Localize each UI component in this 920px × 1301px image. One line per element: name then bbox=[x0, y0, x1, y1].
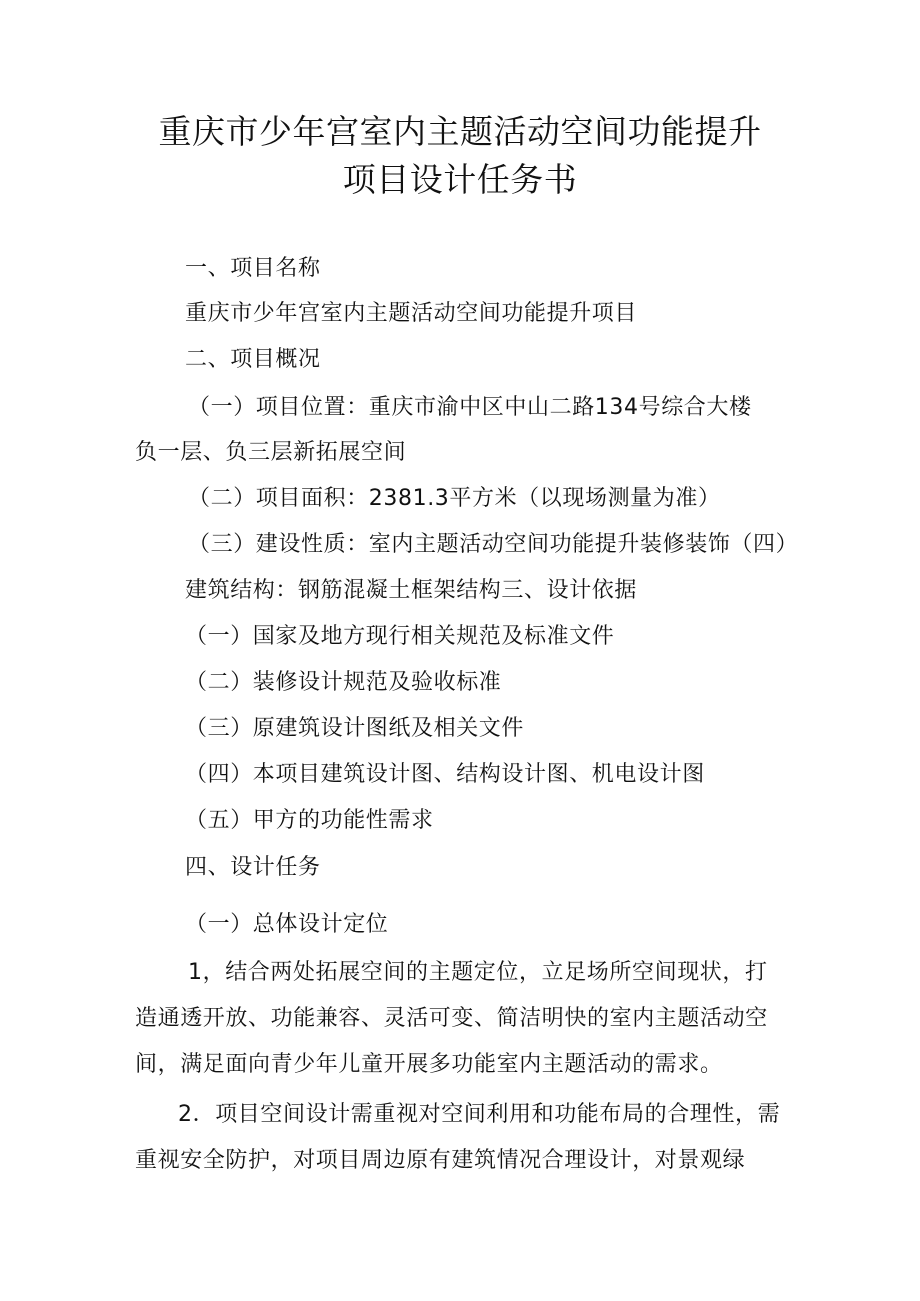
project-nature: （三）建设性质：室内主题活动空间功能提升装修装饰（四） bbox=[188, 532, 799, 557]
paragraph-2-line-1: 2．项目空间设计需重视对空间利用和功能布局的合理性，需 bbox=[178, 1102, 781, 1127]
heading-design-tasks: 四、设计任务 bbox=[185, 855, 321, 880]
project-name-text: 重庆市少年宫室内主题活动空间功能提升项目 bbox=[185, 301, 638, 326]
basis-item-2: （二）装修设计规范及验收标准 bbox=[185, 670, 502, 695]
paragraph-1-line-2: 造通透开放、功能兼容、灵活可变、简洁明快的室内主题活动空 bbox=[135, 1006, 768, 1031]
paragraph-1-line-1: 1，结合两处拓展空间的主题定位，立足场所空间现状，打 bbox=[188, 960, 768, 985]
basis-item-5: （五）甲方的功能性需求 bbox=[185, 808, 434, 833]
project-structure: 建筑结构：钢筋混凝土框架结构三、设计依据 bbox=[185, 578, 638, 603]
paragraph-1-line-3: 间，满足面向青少年儿童开展多功能室内主题活动的需求。 bbox=[135, 1052, 723, 1077]
basis-item-4: （四）本项目建筑设计图、结构设计图、机电设计图 bbox=[185, 762, 705, 787]
heading-project-overview: 二、项目概况 bbox=[185, 347, 321, 372]
subheading-overall-positioning: （一）总体设计定位 bbox=[185, 912, 389, 937]
project-area: （二）项目面积：2381.3平方米（以现场测量为准） bbox=[188, 486, 721, 511]
project-location-line-2: 负一层、负三层新拓展空间 bbox=[135, 440, 407, 465]
document-title-line-1: 重庆市少年宫室内主题活动空间功能提升 bbox=[158, 112, 762, 151]
heading-project-name: 一、项目名称 bbox=[185, 256, 321, 281]
project-location-line-1: （一）项目位置：重庆市渝中区中山二路134号综合大楼 bbox=[188, 395, 752, 420]
basis-item-1: （一）国家及地方现行相关规范及标准文件 bbox=[185, 624, 615, 649]
paragraph-2-line-2: 重视安全防护，对项目周边原有建筑情况合理设计，对景观绿 bbox=[135, 1148, 746, 1173]
basis-item-3: （三）原建筑设计图纸及相关文件 bbox=[185, 716, 525, 741]
document-title-line-2: 项目设计任务书 bbox=[342, 160, 578, 199]
